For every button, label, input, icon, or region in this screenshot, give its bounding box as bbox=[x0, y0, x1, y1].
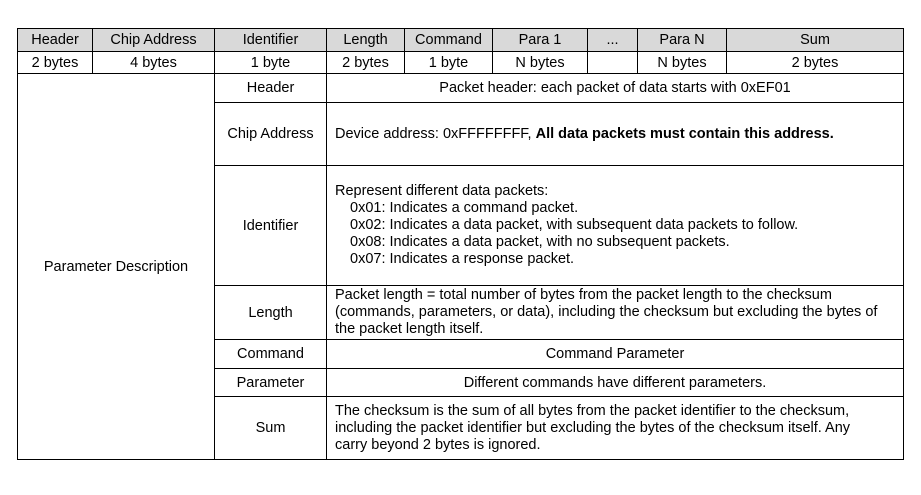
desc-text-parameter: Different commands have different parameters. bbox=[327, 369, 904, 397]
identifier-item: 0x08: Indicates a data packet, with no subsequent packets. bbox=[350, 234, 730, 250]
desc-text-header: Packet header: each packet of data starts with 0xEF01 bbox=[327, 74, 904, 103]
size-header: 2 bytes bbox=[18, 52, 93, 74]
size-sum: 2 bytes bbox=[727, 52, 904, 74]
byte-size-row bbox=[18, 52, 904, 74]
packet-format-table bbox=[17, 28, 904, 460]
desc-row-header bbox=[18, 74, 904, 103]
col-chip-address: Chip Address bbox=[93, 29, 215, 52]
desc-text-chip-address bbox=[327, 103, 904, 166]
parameter-description-label: Parameter Description bbox=[18, 74, 215, 460]
col-length: Length bbox=[327, 29, 405, 52]
identifier-item: 0x07: Indicates a response packet. bbox=[350, 251, 575, 267]
col-para-1: Para 1 bbox=[493, 29, 588, 52]
desc-name-length: Length bbox=[215, 286, 327, 340]
length-line: Packet length = total number of bytes from the packet length to the checksum bbox=[335, 287, 832, 303]
chip-address-text: Device address: 0xFFFFFFFF, bbox=[335, 126, 536, 142]
identifier-item: 0x01: Indicates a command packet. bbox=[350, 200, 579, 216]
desc-name-command: Command bbox=[215, 340, 327, 369]
size-ellipsis bbox=[588, 52, 638, 74]
desc-text-command: Command Parameter bbox=[327, 340, 904, 369]
size-para-1: N bytes bbox=[493, 52, 588, 74]
chip-address-bold-note: All data packets must contain this address. bbox=[535, 126, 834, 142]
desc-name-sum: Sum bbox=[215, 397, 327, 460]
size-command: 1 byte bbox=[405, 52, 493, 74]
col-header: Header bbox=[18, 29, 93, 52]
column-header-row bbox=[18, 29, 904, 52]
col-ellipsis: ... bbox=[588, 29, 638, 52]
size-length: 2 bytes bbox=[327, 52, 405, 74]
col-identifier: Identifier bbox=[215, 29, 327, 52]
col-sum: Sum bbox=[727, 29, 904, 52]
length-line: (commands, parameters, or data), including the checksum but excluding the bytes of bbox=[335, 304, 878, 320]
col-para-n: Para N bbox=[638, 29, 727, 52]
identifier-item: 0x02: Indicates a data packet, with subsequent data packets to follow. bbox=[350, 217, 799, 233]
desc-name-header: Header bbox=[215, 74, 327, 103]
desc-text-length bbox=[327, 286, 904, 340]
sum-line: The checksum is the sum of all bytes from the packet identifier to the checksum, bbox=[335, 402, 850, 419]
desc-name-identifier: Identifier bbox=[215, 166, 327, 286]
col-command: Command bbox=[405, 29, 493, 52]
desc-name-chip-address: Chip Address bbox=[215, 103, 327, 166]
size-para-n: N bytes bbox=[638, 52, 727, 74]
size-chip-address: 4 bytes bbox=[93, 52, 215, 74]
identifier-intro: Represent different data packets: bbox=[335, 183, 549, 199]
sum-line: including the packet identifier but excluding the bytes of the checksum itself. Any bbox=[335, 419, 851, 436]
desc-text-identifier bbox=[327, 166, 904, 286]
sum-line: carry beyond 2 bytes is ignored. bbox=[335, 436, 541, 453]
desc-name-parameter: Parameter bbox=[215, 369, 327, 397]
length-line: the packet length itself. bbox=[335, 321, 484, 337]
size-identifier: 1 byte bbox=[215, 52, 327, 74]
desc-text-sum bbox=[327, 397, 904, 460]
